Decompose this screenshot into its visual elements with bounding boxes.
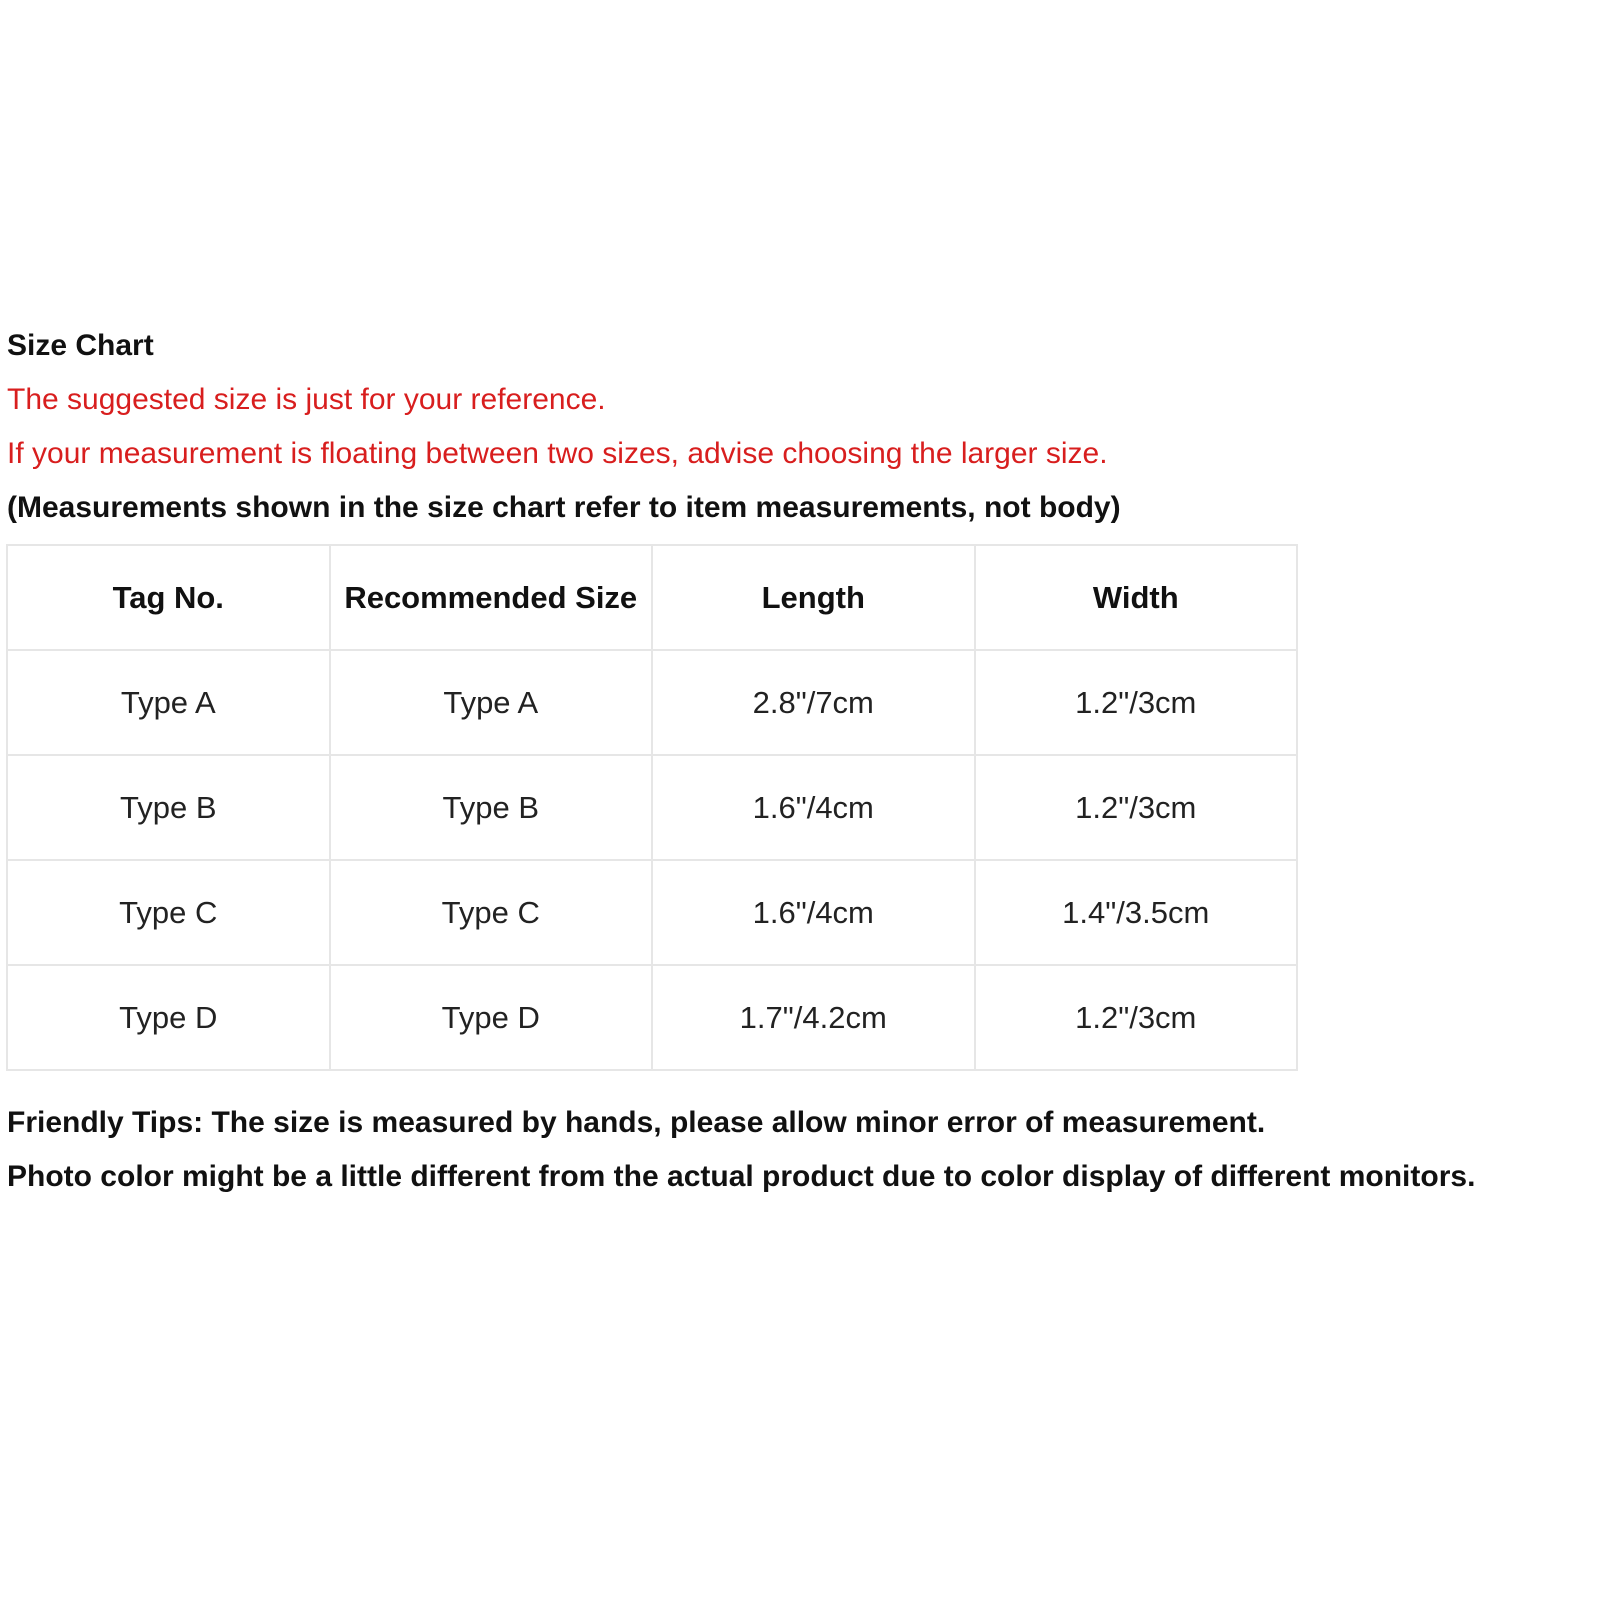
cell-width: 1.4"/3.5cm <box>975 860 1298 965</box>
cell-tag-no: Type D <box>7 965 330 1070</box>
friendly-tips: Friendly Tips: The size is measured by hands, please allow minor error of measurement. <box>7 1106 1266 1139</box>
photo-color-note: Photo color might be a little different from the actual product due to color display of different monitors. <box>7 1160 1476 1193</box>
table-row <box>7 860 1297 965</box>
table-row <box>7 965 1297 1070</box>
cell-length: 1.7"/4.2cm <box>652 965 975 1070</box>
cell-tag-no: Type C <box>7 860 330 965</box>
cell-tag-no: Type B <box>7 755 330 860</box>
table-header-row <box>7 545 1297 650</box>
cell-length: 2.8"/7cm <box>652 650 975 755</box>
header-recommended-size: Recommended Size <box>330 545 653 650</box>
table-row <box>7 650 1297 755</box>
page-title: Size Chart <box>7 329 154 362</box>
cell-width: 1.2"/3cm <box>975 650 1298 755</box>
cell-width: 1.2"/3cm <box>975 965 1298 1070</box>
cell-length: 1.6"/4cm <box>652 755 975 860</box>
measurement-note: (Measurements shown in the size chart refer to item measurements, not body) <box>7 491 1121 524</box>
cell-tag-no: Type A <box>7 650 330 755</box>
header-tag-no: Tag No. <box>7 545 330 650</box>
header-length: Length <box>652 545 975 650</box>
cell-width: 1.2"/3cm <box>975 755 1298 860</box>
header-width: Width <box>975 545 1298 650</box>
reference-note: The suggested size is just for your reference. <box>7 383 606 416</box>
cell-length: 1.6"/4cm <box>652 860 975 965</box>
sizing-advice-note: If your measurement is floating between two sizes, advise choosing the larger size. <box>7 437 1108 470</box>
cell-recommended-size: Type B <box>330 755 653 860</box>
cell-recommended-size: Type A <box>330 650 653 755</box>
size-table <box>6 544 1298 1071</box>
table-row <box>7 755 1297 860</box>
cell-recommended-size: Type C <box>330 860 653 965</box>
cell-recommended-size: Type D <box>330 965 653 1070</box>
